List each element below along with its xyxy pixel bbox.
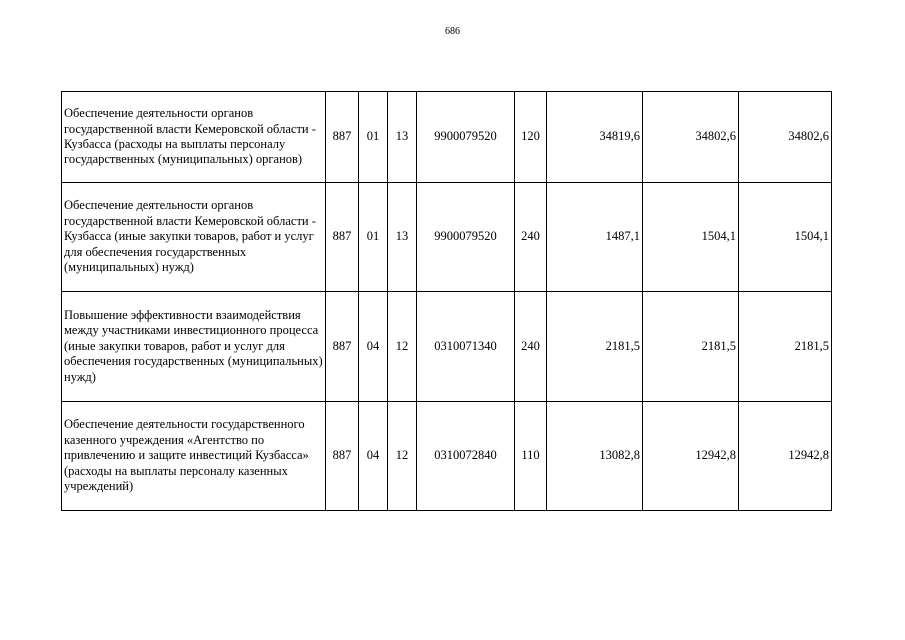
row-description: Повышение эффективности взаимодействия между участниками инвестиционного процесса (иные закупки товаров, работ и услуг для обеспечения государственных (муниципальных) нужд) — [62, 292, 326, 402]
row-sum-2: 1504,1 — [643, 183, 739, 292]
row-description: Обеспечение деятельности органов государственной власти Кемеровской области - Кузбасса (расходы на выплаты персоналу государственных (муниципальных) органов) — [62, 92, 326, 183]
row-sum-1: 1487,1 — [547, 183, 643, 292]
row-sum-3: 12942,8 — [739, 402, 832, 511]
row-sum-3: 2181,5 — [739, 292, 832, 402]
table-row — [62, 92, 832, 183]
row-sum-1: 34819,6 — [547, 92, 643, 183]
row-description: Обеспечение деятельности государственного казенного учреждения «Агентство по привлечению и защите инвестиций Кузбасса» (расходы на выплаты персоналу казенных учреждений) — [62, 402, 326, 511]
table-row — [62, 183, 832, 292]
row-target-article: 0310071340 — [417, 292, 515, 402]
row-expense-type: 240 — [515, 183, 547, 292]
row-sum-2: 12942,8 — [643, 402, 739, 511]
row-sum-1: 2181,5 — [547, 292, 643, 402]
row-expense-type: 120 — [515, 92, 547, 183]
row-code: 887 — [326, 402, 359, 511]
row-sum-3: 34802,6 — [739, 92, 832, 183]
row-code: 887 — [326, 183, 359, 292]
row-expense-type: 240 — [515, 292, 547, 402]
row-target-article: 9900079520 — [417, 92, 515, 183]
row-section: 01 — [359, 92, 388, 183]
page-number: 686 — [445, 26, 460, 37]
row-subsection: 12 — [388, 292, 417, 402]
row-target-article: 9900079520 — [417, 183, 515, 292]
table-row — [62, 402, 832, 511]
row-sum-2: 34802,6 — [643, 92, 739, 183]
row-target-article: 0310072840 — [417, 402, 515, 511]
row-section: 01 — [359, 183, 388, 292]
row-subsection: 13 — [388, 92, 417, 183]
row-description: Обеспечение деятельности органов государственной власти Кемеровской области - Кузбасса (иные закупки товаров, работ и услуг для обеспечения государственных (муниципальных) нужд) — [62, 183, 326, 292]
row-section: 04 — [359, 402, 388, 511]
budget-table — [61, 91, 832, 511]
row-sum-3: 1504,1 — [739, 183, 832, 292]
row-sum-1: 13082,8 — [547, 402, 643, 511]
row-code: 887 — [326, 92, 359, 183]
row-section: 04 — [359, 292, 388, 402]
row-subsection: 13 — [388, 183, 417, 292]
row-expense-type: 110 — [515, 402, 547, 511]
table-row — [62, 292, 832, 402]
row-subsection: 12 — [388, 402, 417, 511]
row-code: 887 — [326, 292, 359, 402]
row-sum-2: 2181,5 — [643, 292, 739, 402]
